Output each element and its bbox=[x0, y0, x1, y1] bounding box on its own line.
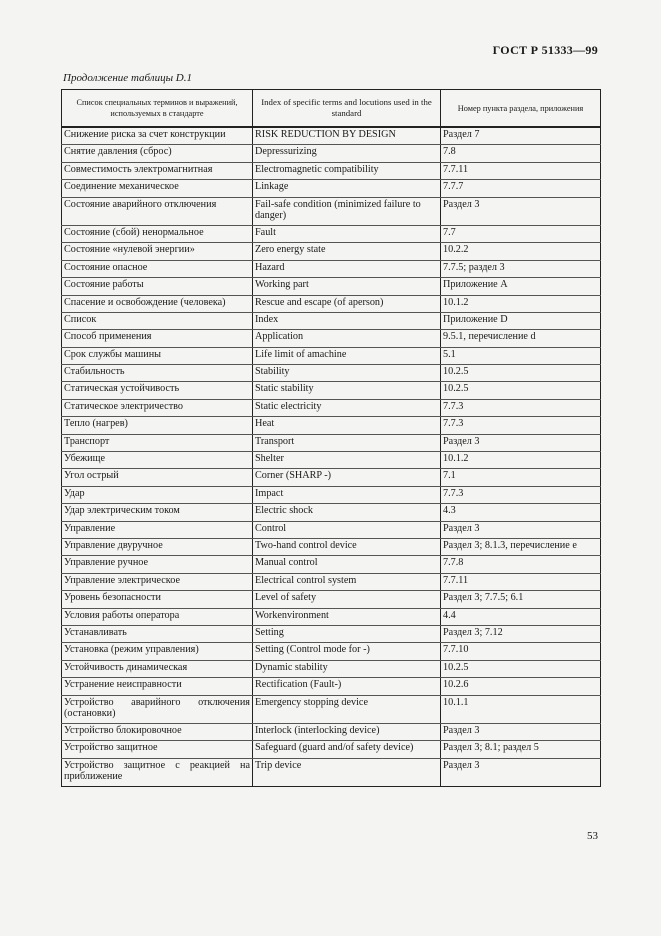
term-english: Static stability bbox=[253, 382, 441, 399]
term-russian: Срок службы машины bbox=[62, 347, 253, 364]
term-english: Application bbox=[253, 330, 441, 347]
section-reference: 7.7 bbox=[441, 225, 601, 242]
section-reference: 7.8 bbox=[441, 145, 601, 162]
term-russian: Управление двуручное bbox=[62, 538, 253, 555]
term-english: Workenvironment bbox=[253, 608, 441, 625]
section-reference: 10.2.6 bbox=[441, 678, 601, 695]
table-row bbox=[62, 260, 601, 277]
table-row bbox=[62, 660, 601, 677]
term-russian: Устранение неисправности bbox=[62, 678, 253, 695]
table-row bbox=[62, 365, 601, 382]
term-russian: Состояние опасное bbox=[62, 260, 253, 277]
table-body bbox=[62, 127, 601, 787]
section-reference: 7.7.10 bbox=[441, 643, 601, 660]
term-english: Emergency stopping device bbox=[253, 695, 441, 723]
section-reference: 10.1.2 bbox=[441, 295, 601, 312]
section-reference: 10.2.5 bbox=[441, 382, 601, 399]
section-reference: Раздел 3 bbox=[441, 521, 601, 538]
section-reference: Раздел 3 bbox=[441, 758, 601, 786]
term-russian: Устойчивость динамическая bbox=[62, 660, 253, 677]
section-reference: Приложение D bbox=[441, 312, 601, 329]
section-reference: Раздел 3 bbox=[441, 723, 601, 740]
section-reference: Раздел 3; 7.12 bbox=[441, 625, 601, 642]
table-row bbox=[62, 625, 601, 642]
term-russian: Соединение механическое bbox=[62, 180, 253, 197]
term-english: Depressurizing bbox=[253, 145, 441, 162]
term-english: Working part bbox=[253, 278, 441, 295]
term-english: Index bbox=[253, 312, 441, 329]
column-header-section-number: Номер пункта раздела, приложения bbox=[441, 90, 601, 128]
term-english: Dynamic stability bbox=[253, 660, 441, 677]
table-row bbox=[62, 330, 601, 347]
table-row bbox=[62, 312, 601, 329]
table-row bbox=[62, 434, 601, 451]
term-english: Zero energy state bbox=[253, 243, 441, 260]
table-row bbox=[62, 452, 601, 469]
term-english: Linkage bbox=[253, 180, 441, 197]
section-reference: Раздел 3 bbox=[441, 434, 601, 451]
table-row bbox=[62, 573, 601, 590]
section-reference: Раздел 3; 8.1.3, перечисление е bbox=[441, 538, 601, 555]
term-russian: Устройство защитное с реакцией на приближение bbox=[62, 758, 253, 786]
section-reference: 10.2.2 bbox=[441, 243, 601, 260]
document-title: ГОСТ Р 51333—99 bbox=[492, 43, 598, 57]
table-row bbox=[62, 469, 601, 486]
term-russian: Состояние (сбой) ненормальное bbox=[62, 225, 253, 242]
column-header-english-terms: Index of specific terms and locutions used in the standard bbox=[253, 90, 441, 128]
term-english: Fail-safe condition (minimized failure to danger) bbox=[253, 197, 441, 225]
term-russian: Установка (режим управления) bbox=[62, 643, 253, 660]
term-english: Setting bbox=[253, 625, 441, 642]
column-header-russian-terms: Список специальных терминов и выражений, используемых в стандарте bbox=[62, 90, 253, 128]
table-row bbox=[62, 608, 601, 625]
section-reference: 10.1.2 bbox=[441, 452, 601, 469]
term-russian: Транспорт bbox=[62, 434, 253, 451]
terms-table bbox=[61, 89, 601, 787]
term-english: Rectification (Fault-) bbox=[253, 678, 441, 695]
term-russian: Устройство защитное bbox=[62, 741, 253, 758]
term-russian: Устанавливать bbox=[62, 625, 253, 642]
term-english: Electric shock bbox=[253, 504, 441, 521]
term-russian: Управление ручное bbox=[62, 556, 253, 573]
section-reference: 7.7.11 bbox=[441, 573, 601, 590]
table-row bbox=[62, 225, 601, 242]
term-russian: Снятие давления (сброс) bbox=[62, 145, 253, 162]
section-reference: Приложение А bbox=[441, 278, 601, 295]
term-english: Hazard bbox=[253, 260, 441, 277]
term-english: Rescue and escape (of aperson) bbox=[253, 295, 441, 312]
table-row bbox=[62, 678, 601, 695]
table-row bbox=[62, 695, 601, 723]
section-reference: Раздел 3; 8.1; раздел 5 bbox=[441, 741, 601, 758]
term-english: Manual control bbox=[253, 556, 441, 573]
table-row bbox=[62, 504, 601, 521]
table-header-row bbox=[62, 90, 601, 128]
section-reference: 10.2.5 bbox=[441, 365, 601, 382]
term-russian: Совместимость электромагнитная bbox=[62, 162, 253, 179]
table-row bbox=[62, 347, 601, 364]
section-reference: 10.2.5 bbox=[441, 660, 601, 677]
section-reference: 4.3 bbox=[441, 504, 601, 521]
term-russian: Состояние работы bbox=[62, 278, 253, 295]
table-row bbox=[62, 417, 601, 434]
table-row bbox=[62, 723, 601, 740]
term-english: Electrical control system bbox=[253, 573, 441, 590]
table-row bbox=[62, 382, 601, 399]
section-reference: 7.7.3 bbox=[441, 486, 601, 503]
table-row bbox=[62, 741, 601, 758]
term-russian: Удар электрическим током bbox=[62, 504, 253, 521]
term-english: Setting (Control mode for -) bbox=[253, 643, 441, 660]
table-row bbox=[62, 521, 601, 538]
term-russian: Способ применения bbox=[62, 330, 253, 347]
section-reference: 9.5.1, перечисление d bbox=[441, 330, 601, 347]
term-english: Electromagnetic compatibility bbox=[253, 162, 441, 179]
table-row bbox=[62, 399, 601, 416]
section-reference: 7.7.7 bbox=[441, 180, 601, 197]
section-reference: Раздел 3 bbox=[441, 197, 601, 225]
term-russian: Статическая устойчивость bbox=[62, 382, 253, 399]
table-row bbox=[62, 643, 601, 660]
section-reference: 7.7.3 bbox=[441, 399, 601, 416]
table-row bbox=[62, 758, 601, 786]
term-english: Fault bbox=[253, 225, 441, 242]
table-row bbox=[62, 556, 601, 573]
term-russian: Состояние аварийного отключения bbox=[62, 197, 253, 225]
term-russian: Удар bbox=[62, 486, 253, 503]
term-russian: Управление электрическое bbox=[62, 573, 253, 590]
section-reference: 7.1 bbox=[441, 469, 601, 486]
term-russian: Тепло (нагрев) bbox=[62, 417, 253, 434]
term-english: Life limit of amachine bbox=[253, 347, 441, 364]
table-row bbox=[62, 538, 601, 555]
table-row bbox=[62, 180, 601, 197]
term-english: Interlock (interlocking device) bbox=[253, 723, 441, 740]
term-russian: Убежище bbox=[62, 452, 253, 469]
term-russian: Управление bbox=[62, 521, 253, 538]
term-russian: Условия работы оператора bbox=[62, 608, 253, 625]
term-english: Control bbox=[253, 521, 441, 538]
term-english: Shelter bbox=[253, 452, 441, 469]
table-row bbox=[62, 127, 601, 145]
table-caption: Продолжение таблицы D.1 bbox=[63, 72, 192, 84]
section-reference: 10.1.1 bbox=[441, 695, 601, 723]
page-number: 53 bbox=[587, 830, 598, 842]
table-row bbox=[62, 295, 601, 312]
term-russian: Уровень безопасности bbox=[62, 591, 253, 608]
term-english: Corner (SHARP -) bbox=[253, 469, 441, 486]
term-english: Trip device bbox=[253, 758, 441, 786]
term-russian: Стабильность bbox=[62, 365, 253, 382]
term-english: Heat bbox=[253, 417, 441, 434]
term-english: Stability bbox=[253, 365, 441, 382]
table-row bbox=[62, 145, 601, 162]
term-russian: Устройство аварийного отключения (остановки) bbox=[62, 695, 253, 723]
term-english: Two-hand control device bbox=[253, 538, 441, 555]
table-row bbox=[62, 162, 601, 179]
section-reference: 7.7.8 bbox=[441, 556, 601, 573]
term-russian: Устройство блокировочное bbox=[62, 723, 253, 740]
table-row bbox=[62, 591, 601, 608]
table-row bbox=[62, 278, 601, 295]
term-russian: Список bbox=[62, 312, 253, 329]
section-reference: 4.4 bbox=[441, 608, 601, 625]
term-russian: Статическое электричество bbox=[62, 399, 253, 416]
term-russian: Угол острый bbox=[62, 469, 253, 486]
term-english: Level of safety bbox=[253, 591, 441, 608]
term-english: Impact bbox=[253, 486, 441, 503]
term-russian: Снижение риска за счет конструкции bbox=[62, 127, 253, 145]
term-english: Static electricity bbox=[253, 399, 441, 416]
section-reference: 5.1 bbox=[441, 347, 601, 364]
table-row bbox=[62, 197, 601, 225]
section-reference: Раздел 7 bbox=[441, 127, 601, 145]
section-reference: 7.7.11 bbox=[441, 162, 601, 179]
section-reference: Раздел 3; 7.7.5; 6.1 bbox=[441, 591, 601, 608]
table-row bbox=[62, 486, 601, 503]
section-reference: 7.7.3 bbox=[441, 417, 601, 434]
term-english: Safeguard (guard and/of safety device) bbox=[253, 741, 441, 758]
table-row bbox=[62, 243, 601, 260]
section-reference: 7.7.5; раздел 3 bbox=[441, 260, 601, 277]
term-russian: Состояние «нулевой энергии» bbox=[62, 243, 253, 260]
term-english: Transport bbox=[253, 434, 441, 451]
term-russian: Спасение и освобождение (человека) bbox=[62, 295, 253, 312]
term-english: RISK REDUCTION BY DESIGN bbox=[253, 127, 441, 145]
